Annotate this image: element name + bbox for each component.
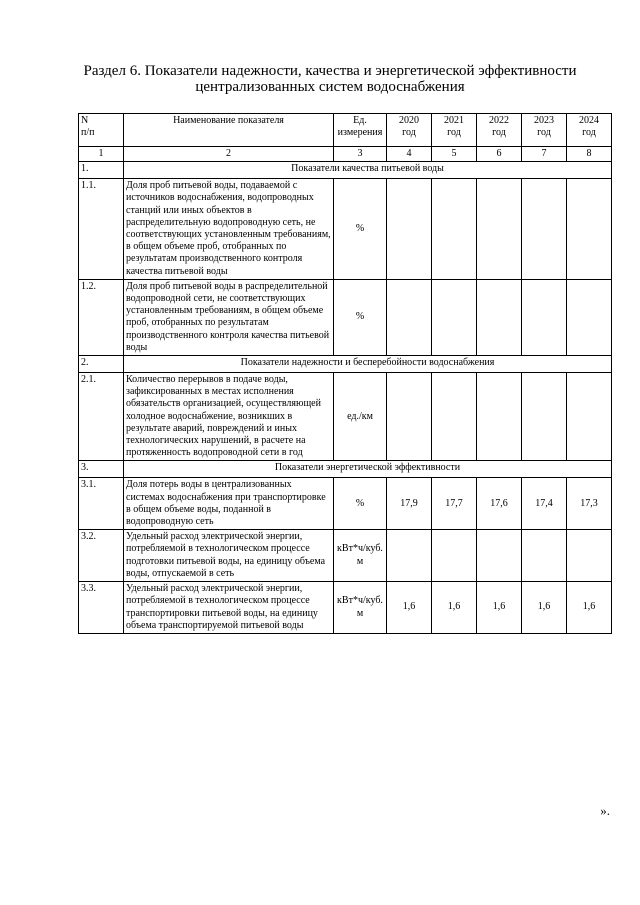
row-value	[522, 530, 567, 582]
row-value: 17,6	[477, 478, 522, 530]
row-value	[432, 373, 477, 461]
row-value	[432, 530, 477, 582]
section-title-cell: Показатели качества питьевой воды	[124, 162, 612, 179]
row-unit: кВт*ч/куб. м	[334, 582, 387, 634]
column-number: 2	[124, 147, 334, 162]
row-value: 1,6	[387, 582, 432, 634]
column-number: 8	[567, 147, 612, 162]
section-row	[79, 162, 612, 179]
year-value: 2023	[534, 115, 554, 126]
section-title-line1: Раздел 6. Показатели надежности, качества и энергетической эффективности	[83, 63, 577, 79]
section-row	[79, 356, 612, 373]
header-num-line1: N	[81, 115, 89, 126]
column-number: 5	[432, 147, 477, 162]
row-value	[387, 373, 432, 461]
column-number: 1	[79, 147, 124, 162]
row-value	[477, 373, 522, 461]
section-title-line2: централизованных систем водоснабжения	[195, 79, 465, 95]
row-value: 17,9	[387, 478, 432, 530]
row-indicator-name: Удельный расход электрической энергии, потребляемой в технологическом процессе транспортировки питьевой воды, на единицу объема транспортируемой питьевой воды	[124, 582, 334, 634]
row-num: 3.3.	[79, 582, 124, 634]
year-word: год	[537, 127, 551, 139]
row-value	[567, 279, 612, 355]
row-value: 1,6	[477, 582, 522, 634]
row-value: 17,7	[432, 478, 477, 530]
row-value	[477, 530, 522, 582]
row-value	[567, 530, 612, 582]
year-word: год	[447, 127, 461, 139]
table-row	[79, 530, 612, 582]
row-num: 3.1.	[79, 478, 124, 530]
year-value: 2020	[399, 115, 419, 126]
row-value	[387, 179, 432, 280]
header-unit-line1: Ед.	[353, 115, 367, 126]
closing-quote: ».	[600, 803, 610, 818]
row-value: 1,6	[432, 582, 477, 634]
column-number: 4	[387, 147, 432, 162]
table-row	[79, 478, 612, 530]
header-year-2021	[432, 114, 477, 147]
column-number: 3	[334, 147, 387, 162]
header-num	[79, 114, 124, 147]
year-value: 2021	[444, 115, 464, 126]
year-word: год	[402, 127, 416, 139]
row-num: 3.2.	[79, 530, 124, 582]
header-year-2024	[567, 114, 612, 147]
header-num-line2: п/п	[81, 127, 95, 139]
row-value	[522, 373, 567, 461]
table-row	[79, 582, 612, 634]
row-unit: ед./км	[334, 373, 387, 461]
table-row	[79, 179, 612, 280]
column-number: 6	[477, 147, 522, 162]
row-indicator-name: Доля проб питьевой воды в распределительной водопроводной сети, не соответствующих установленным требованиям, в общем объеме проб, отобранных по результатам производственного контроля качества питьевой воды	[124, 279, 334, 355]
row-value	[387, 530, 432, 582]
row-value: 17,4	[522, 478, 567, 530]
row-value	[432, 279, 477, 355]
table-header-row	[79, 114, 612, 147]
row-value	[477, 179, 522, 280]
row-num: 2.1.	[79, 373, 124, 461]
row-unit: %	[334, 478, 387, 530]
section-num: 3.	[79, 461, 124, 478]
row-num: 1.1.	[79, 179, 124, 280]
row-value	[432, 179, 477, 280]
row-value: 1,6	[522, 582, 567, 634]
year-value: 2024	[579, 115, 599, 126]
section-title-cell: Показатели надежности и бесперебойности водоснабжения	[124, 356, 612, 373]
section-num: 2.	[79, 356, 124, 373]
row-indicator-name: Количество перерывов в подаче воды, зафиксированных в местах исполнения обязательств организацией, осуществляющей холодное водоснабжение, возникших в результате аварий, повреждений и иных технологических нарушений, в расчете на протяженность водопроводной сети в год	[124, 373, 334, 461]
row-value	[522, 179, 567, 280]
indicators-table	[78, 113, 612, 634]
row-unit: кВт*ч/куб. м	[334, 530, 387, 582]
column-number-row	[79, 147, 612, 162]
section-title-cell: Показатели энергетической эффективности	[124, 461, 612, 478]
row-value	[567, 179, 612, 280]
header-unit	[334, 114, 387, 147]
row-value	[387, 279, 432, 355]
row-value	[522, 279, 567, 355]
header-year-2022	[477, 114, 522, 147]
row-indicator-name: Удельный расход электрической энергии, потребляемой в технологическом процессе подготовки питьевой воды, на единицу объема воды, отпускаемой в сеть	[124, 530, 334, 582]
section-row	[79, 461, 612, 478]
header-name: Наименование показателя	[124, 114, 334, 147]
row-value	[567, 373, 612, 461]
header-year-2020	[387, 114, 432, 147]
header-year-2023	[522, 114, 567, 147]
column-number: 7	[522, 147, 567, 162]
year-word: год	[582, 127, 596, 139]
row-value: 1,6	[567, 582, 612, 634]
row-value	[477, 279, 522, 355]
header-unit-line2: измерения	[337, 127, 383, 139]
year-value: 2022	[489, 115, 509, 126]
table-row	[79, 279, 612, 355]
year-word: год	[492, 127, 506, 139]
row-unit: %	[334, 279, 387, 355]
row-unit: %	[334, 179, 387, 280]
row-indicator-name: Доля потерь воды в централизованных системах водоснабжения при транспортировке в общем объеме воды, поданной в водопроводную сеть	[124, 478, 334, 530]
section-title	[70, 63, 590, 95]
row-num: 1.2.	[79, 279, 124, 355]
section-num: 1.	[79, 162, 124, 179]
row-value: 17,3	[567, 478, 612, 530]
row-indicator-name: Доля проб питьевой воды, подаваемой с источников водоснабжения, водопроводных станций или иных объектов в распределительную водопроводную сеть, не соответствующих установленным требованиям, в общем объеме проб, отобранных по результатам производственного контроля качества питьевой воды	[124, 179, 334, 280]
table-row	[79, 373, 612, 461]
